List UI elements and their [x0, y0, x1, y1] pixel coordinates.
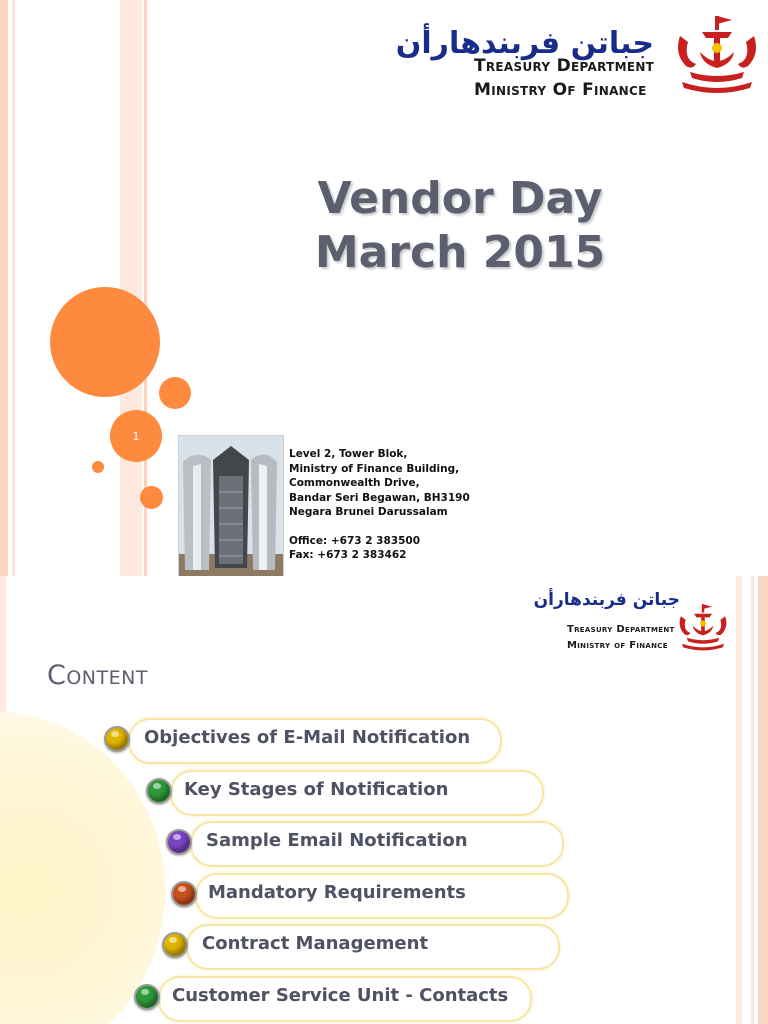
address-line-2: Ministry of Finance Building,: [289, 462, 460, 475]
right-stripe-thin: [751, 576, 754, 1024]
treasury-logo-header: [395, 14, 766, 104]
address-line-3: Commonwealth Drive,: [289, 477, 420, 489]
ministry-name: Ministry of Finance: [567, 640, 668, 651]
department-name: Treasury Department: [474, 56, 655, 76]
building-image: [179, 436, 283, 576]
content-item-contract[interactable]: [162, 924, 562, 966]
decorative-circle-tiny: [92, 461, 104, 473]
decorative-circle-medium: [159, 377, 191, 409]
left-stripe-wide: [120, 0, 142, 576]
address-block: [289, 447, 470, 563]
title-line-2: March 2015: [314, 227, 606, 278]
green-bullet-icon: [146, 778, 172, 804]
address-line-1: Level 2, Tower Blok,: [289, 448, 408, 460]
section-title: Content: [47, 660, 148, 691]
content-item-objectives[interactable]: [104, 718, 504, 760]
purple-bullet-icon: [166, 829, 192, 855]
left-stripe-thin: [12, 0, 15, 576]
address-line-5: Negara Brunei Darussalam: [289, 506, 448, 518]
right-stripe: [758, 576, 768, 1024]
yellow-bullet-icon: [162, 932, 188, 958]
title-line-1: Vendor Day: [317, 173, 603, 224]
content-item-label: Contract Management: [202, 933, 429, 954]
ministry-name: Ministry Of Finance: [474, 80, 647, 100]
ministry-building-photo: [178, 435, 284, 576]
jawi-title: جباتن فربندهارأن: [395, 26, 654, 61]
content-item-label: Objectives of E-Mail Notification: [144, 727, 471, 748]
treasury-logo-header: [533, 588, 740, 658]
address-spacer: [289, 520, 470, 534]
slide-number-badge: [110, 410, 162, 462]
green-bullet-icon: [134, 984, 160, 1010]
slide-number: 1: [132, 429, 140, 443]
decorative-circle-small: [140, 486, 163, 509]
content-item-customer-service[interactable]: [134, 976, 534, 1018]
brunei-crest-icon: [672, 14, 762, 94]
content-item-label: Customer Service Unit - Contacts: [172, 985, 509, 1006]
brunei-crest-icon: [676, 602, 730, 652]
content-item-label: Sample Email Notification: [206, 830, 468, 851]
content-item-sample-email[interactable]: [166, 821, 566, 863]
left-stripe: [0, 0, 8, 576]
yellow-bullet-icon: [104, 726, 130, 752]
content-item-mandatory[interactable]: [171, 873, 571, 915]
jawi-title: جباتن فربندهارأن: [533, 590, 680, 610]
content-item-key-stages[interactable]: [146, 770, 546, 812]
department-name: Treasury Department: [567, 624, 675, 635]
content-slide: [0, 576, 768, 1024]
decorative-circle-large: [50, 287, 160, 397]
address-line-4: Bandar Seri Begawan, BH3190: [289, 491, 470, 504]
content-item-label: Key Stages of Notification: [184, 779, 449, 800]
orange-bullet-icon: [171, 881, 197, 907]
fax-number: Fax: +673 2 383462: [289, 549, 407, 561]
content-item-label: Mandatory Requirements: [208, 882, 466, 903]
office-phone: Office: +673 2 383500: [289, 534, 421, 547]
